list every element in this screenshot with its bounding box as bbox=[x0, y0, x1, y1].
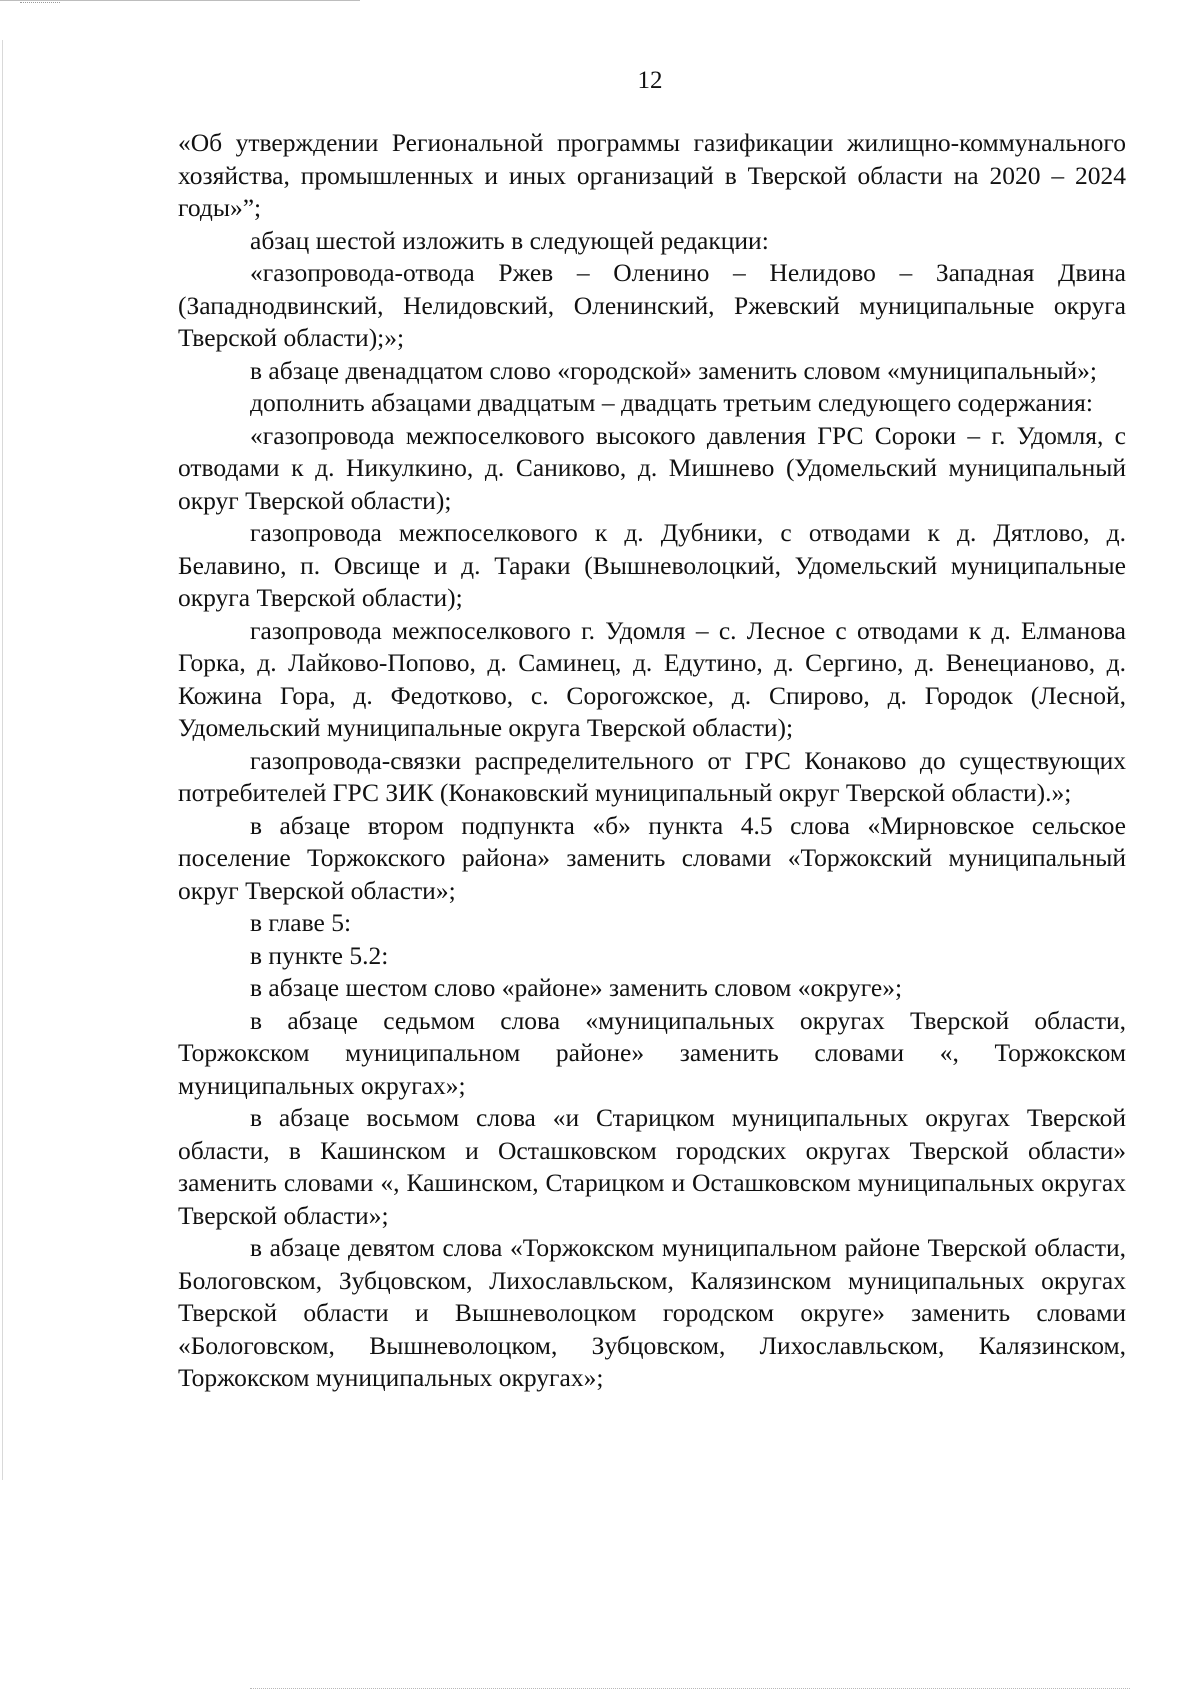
paragraph-gas-pipeline-rzhev: «газопровода-отвода Ржев – Оленино – Нелидово – Западная Двина (Западнодвинский, Нелидовский, Оленинский, Ржевский муниципальные округа Тверской области);»; bbox=[178, 258, 1126, 352]
paragraph-abzats-6-heading: абзац шестой изложить в следующей редакции: bbox=[250, 225, 769, 255]
paragraph-program-title-continuation: «Об утверждении Региональной программы газификации жилищно-коммунального хозяйства, промышленных и иных организаций в Тверской области на 2020 – 2024 годы»”; bbox=[178, 128, 1126, 222]
paragraph-item-5-2: в пункте 5.2: bbox=[250, 940, 389, 970]
scan-edge-bottom bbox=[250, 1688, 1130, 1689]
paragraph-abzats-6: в абзаце шестом слово «районе» заменить словом «округе»; bbox=[250, 973, 903, 1002]
paragraph-item-4-5: в абзаце втором подпункта «б» пункта 4.5 слова «Мирновское сельское поселение Торжокского района» заменить словами «Торжокский муниципальный округ Тверской области»; bbox=[178, 810, 1126, 905]
document-body bbox=[178, 127, 1126, 1395]
paragraph-gas-pipeline-konakovo: газопровода-связки распределительного от ГРС Конаково до существующих потребителей ГРС ЗИК (Конаковский муниципальный округ Тверской области).»; bbox=[178, 745, 1126, 807]
paragraph-abzats-8: в абзаце восьмом слова «и Старицком муниципальных округах Тверской области, в Кашинском и Осташковском городских округах Тверской области» заменить словами «, Кашинском, Старицком и Осташковском муниципальных округах Тверской области»; bbox=[178, 1103, 1126, 1230]
paragraph-abzats-9: в абзаце девятом слова «Торжокском муниципальном районе Тверской области, Бологовском, Зубцовском, Лихославльском, Калязинском муниципальных округах Тверской области и Вышневолоцком городском округе» заменить словами «Бологовском, Вышневолоцком, Зубцовском, Лихославльском, Калязинском, Торжокском муниципальных округах»; bbox=[178, 1233, 1126, 1392]
paragraph-abzats-7: в абзаце седьмом слова «муниципальных округах Тверской области, Торжокском муниципальном районе» заменить словами «, Торжокском муниципальных округах»; bbox=[178, 1005, 1126, 1100]
paragraph-chapter-5: в главе 5: bbox=[250, 908, 352, 937]
paragraph-gas-pipeline-soroki: «газопровода межпоселкового высокого давления ГРС Сороки – г. Удомля, с отводами к д. Никулкино, д. Саниково, д. Мишнево (Удомельский муниципальный округ Тверской области); bbox=[178, 420, 1126, 515]
paragraph-gas-pipeline-dubniki: газопровода межпоселкового к д. Дубники, с отводами к д. Дятлово, д. Белавино, п. Овсище и д. Тараки (Вышневолоцкий, Удомельский муниципальные округа Тверской области); bbox=[178, 518, 1126, 612]
paragraph-add-abzats-20-23: дополнить абзацами двадцатым – двадцать третьим следующего содержания: bbox=[250, 388, 1093, 417]
paragraph-abzats-12: в абзаце двенадцатом слово «городской» заменить словом «муниципальный»; bbox=[250, 355, 1097, 385]
scan-edge-top-dots bbox=[20, 2, 60, 3]
page-number: 12 bbox=[637, 67, 663, 94]
scan-edge-left bbox=[2, 40, 3, 1480]
scan-edge-top bbox=[0, 0, 360, 1]
paragraph-gas-pipeline-udomlya-lesnoe: газопровода межпоселкового г. Удомля – с. Лесное с отводами к д. Елманова Горка, д. Лайково-Попово, д. Саминец, д. Едутино, д. Сергино, д. Венецианово, д. Кожина Гора, д. Федотково, с. Сорогожское, д. Спирово, д. Городок (Лесной, Удомельский муниципальные округа Тверской области); bbox=[178, 615, 1126, 742]
